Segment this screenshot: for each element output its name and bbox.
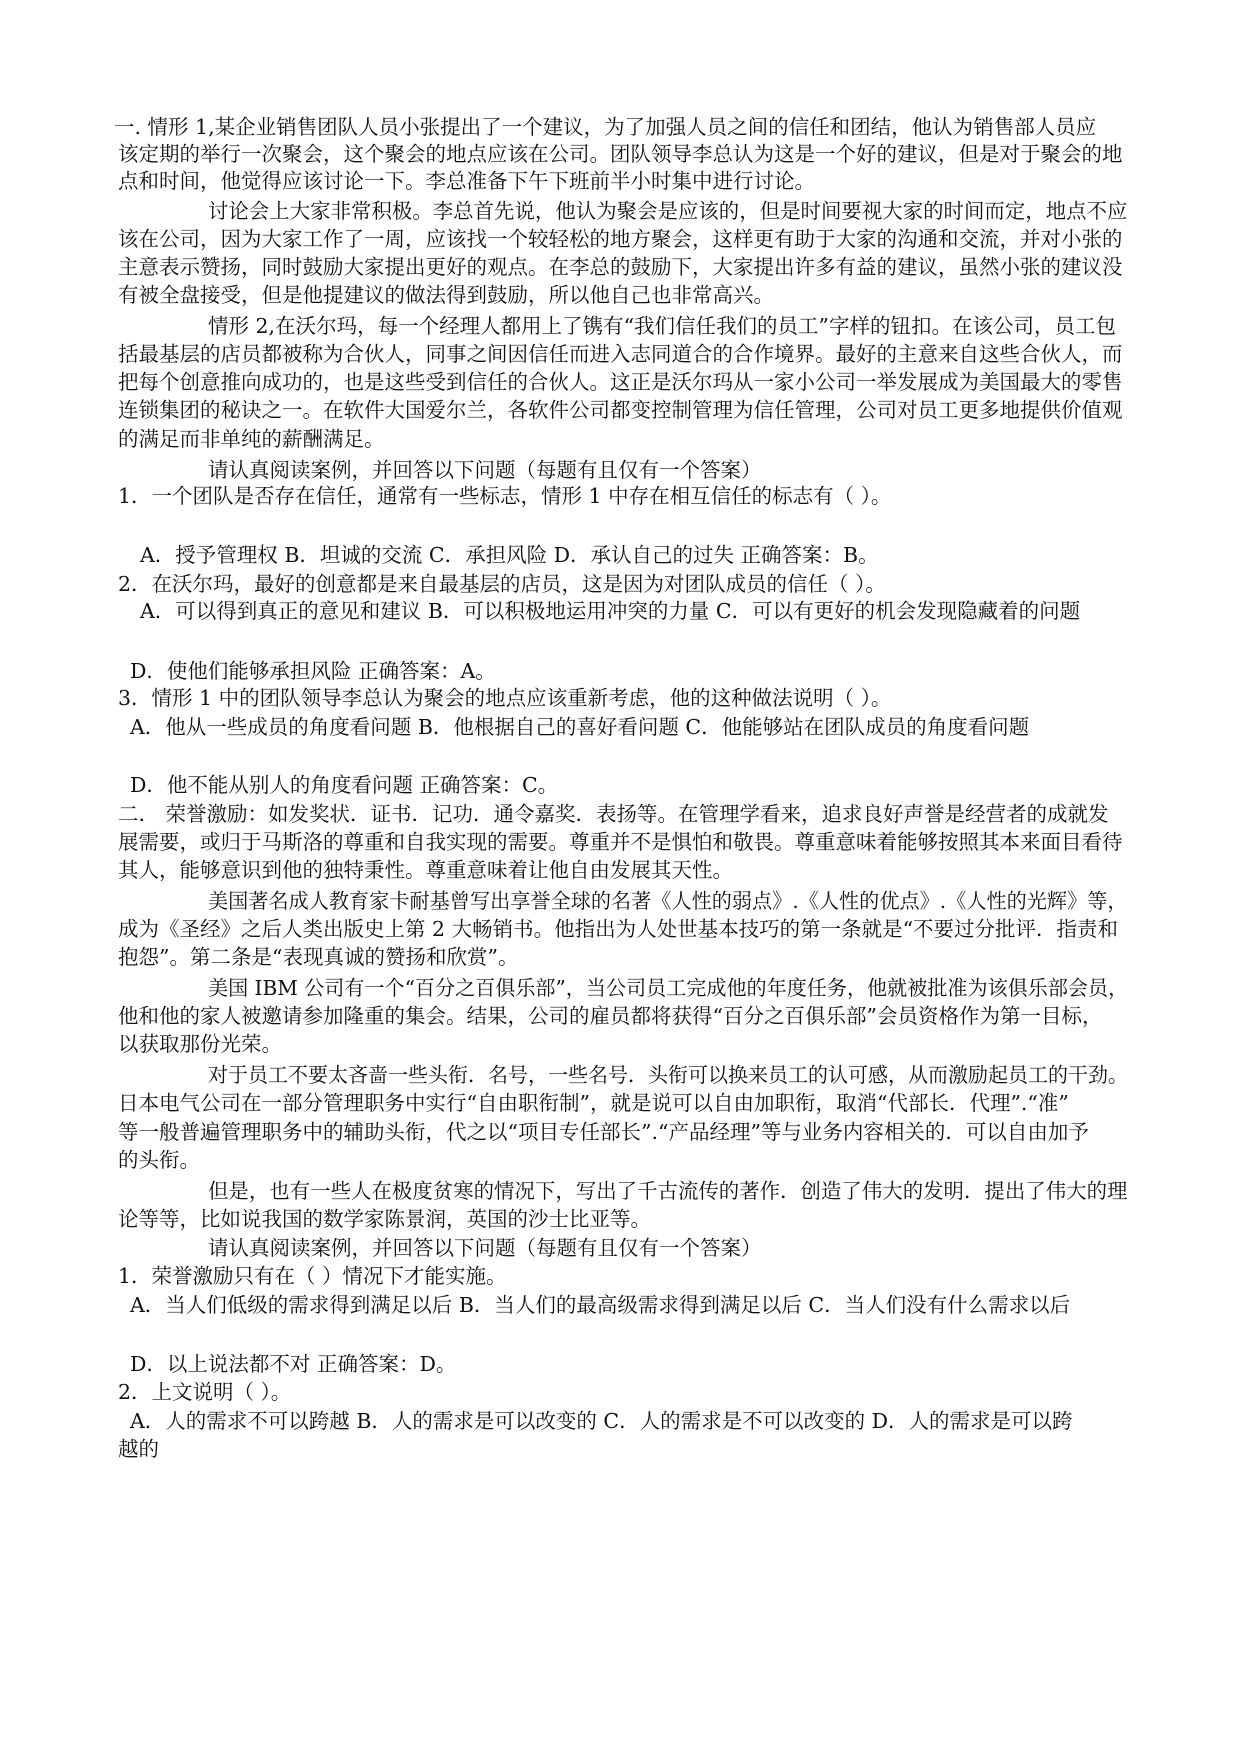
s2-para2-line1: 美国著名成人教育家卡耐基曾写出享誉全球的名著《人性的弱点》.《人性的优点》.《人性的光辉》等， <box>208 889 1128 913</box>
s1-instruction: 请认真阅读案例，并回答以下问题（每题有且仅有一个答案） <box>208 458 762 482</box>
s2-para2-line2: 成为《圣经》之后人类出版史上第 2 大畅销书。他指出为人处世基本技巧的第一条就是“不要过分批评．指责和 <box>118 917 1119 941</box>
s1-question-3: 3．情形 1 中的团队领导李总认为聚会的地点应该重新考虑，他的这种做法说明（ ）。 <box>118 686 892 710</box>
s1-question-2: 2．在沃尔玛，最好的创意都是来自最基层的店员，这是因为对团队成员的信任（ ）。 <box>118 572 886 596</box>
s1-para2-line1: 讨论会上大家非常积极。李总首先说，他认为聚会是应该的，但是时间要视大家的时间而定，地点不应 <box>208 199 1128 223</box>
s2-para5-line2: 论等等，比如说我国的数学家陈景润，英国的沙士比亚等。 <box>118 1207 651 1231</box>
s2-question-1-options: A．当人们低级的需求得到满足以后 B．当人们的最高级需求得到满足以后 C．当人们没有什么需求以后 <box>130 1293 1071 1317</box>
s1-para3-line4: 连锁集团的秘诀之一。在软件大国爱尔兰，各软件公司都变控制管理为信任管理，公司对员工更多地提供价值观 <box>118 398 1123 422</box>
s2-instruction: 请认真阅读案例，并回答以下问题（每题有且仅有一个答案） <box>208 1236 762 1260</box>
s1-question-3-options-2: D．他不能从别人的角度看问题 正确答案：C。 <box>130 773 559 797</box>
s2-para2-line3: 抱怨”。第二条是“表现真诚的赞扬和欣赏”。 <box>118 945 519 969</box>
s2-para1-line3: 其人，能够意识到他的独特秉性。尊重意味着让他自由发展其天性。 <box>118 858 733 882</box>
s1-para2-line3: 主意表示赞扬，同时鼓励大家提出更好的观点。在李总的鼓励下，大家提出许多有益的建议，虽然小张的建议没 <box>118 255 1123 279</box>
s2-para4-line3: 等一般普遍管理职务中的辅助头衔，代之以“项目专任部长”.“产品经理”等与业务内容相关的．可以自由加予 <box>118 1120 1089 1144</box>
s2-para1-line1: 二． 荣誉激励：如发奖状．证书．记功．通令嘉奖．表扬等。在管理学看来，追求良好声誉是经营者的成就发 <box>118 802 1109 826</box>
s2-para1-line2: 展需要，或归于马斯洛的尊重和自我实现的需要。尊重并不是惧怕和敬畏。尊重意味着能够按照其本来面目看待 <box>118 830 1123 854</box>
s2-question-2-options-cont: 越的 <box>118 1437 159 1461</box>
s2-question-2-options: A．人的需求不可以跨越 B．人的需求是可以改变的 C．人的需求是不可以改变的 D．人的需求是可以跨 <box>130 1409 1073 1433</box>
s2-question-1: 1．荣誉激励只有在（ ）情况下才能实施。 <box>118 1264 507 1288</box>
s1-question-1: 1．一个团队是否存在信任，通常有一些标志，情形 1 中存在相互信任的标志有（ ）。 <box>118 484 892 508</box>
s1-para2-line4: 有被全盘接受，但是他提建议的做法得到鼓励，所以他自己也非常高兴。 <box>118 283 774 307</box>
s1-para3-line3: 把每个创意推向成功的，也是这些受到信任的合伙人。这正是沃尔玛从一家小公司一举发展成为美国最大的零售 <box>118 370 1123 394</box>
s2-para3-line1: 美国 IBM 公司有一个“百分之百俱乐部”，当公司员工完成他的年度任务，他就被批准为该俱乐部会员， <box>208 976 1129 1000</box>
s1-para1-line2: 该定期的举行一次聚会，这个聚会的地点应该在公司。团队领导李总认为这是一个好的建议，但是对于聚会的地 <box>118 142 1123 166</box>
s2-question-2: 2．上文说明（ ）。 <box>118 1380 292 1404</box>
s1-para3-line5: 的满足而非单纯的薪酬满足。 <box>118 427 385 451</box>
s2-question-1-options-2: D．以上说法都不对 正确答案：D。 <box>130 1352 457 1376</box>
s1-para1-line3: 点和时间，他觉得应该讨论一下。李总准备下午下班前半小时集中进行讨论。 <box>118 169 815 193</box>
s2-para3-line2: 他和他的家人被邀请参加隆重的集会。结果，公司的雇员都将获得“百分之百俱乐部”会员资格作为第一目标， <box>118 1004 1103 1028</box>
s2-para5-line1: 但是，也有一些人在极度贫寒的情况下，写出了千古流传的著作．创造了伟大的发明．提出了伟大的理 <box>208 1179 1128 1203</box>
s1-para1-line1: 一. 情形 1,某企业销售团队人员小张提出了一个建议，为了加强人员之间的信任和团结，他认为销售部人员应 <box>114 115 1097 139</box>
s1-para3-line1: 情形 2,在沃尔玛，每一个经理人都用上了镌有“我们信任我们的员工”字样的钮扣。在该公司，员工包 <box>208 314 1117 338</box>
s1-question-2-options-2: D．使他们能够承担风险 正确答案：A。 <box>130 659 496 683</box>
s2-para4-line4: 的头衔。 <box>118 1148 200 1172</box>
s1-para2-line2: 该在公司，因为大家工作了一周，应该找一个较轻松的地方聚会，这样更有助于大家的沟通和交流，并对小张的 <box>118 227 1123 251</box>
s2-para3-line3: 以获取那份光荣。 <box>118 1032 282 1056</box>
s2-para4-line2: 日本电气公司在一部分管理职务中实行“自由职衔制”，就是说可以自由加职衔，取消“代部长．代理”.“准” <box>118 1091 1069 1115</box>
s1-question-2-options: A．可以得到真正的意见和建议 B．可以积极地运用冲突的力量 C．可以有更好的机会发现隐藏着的问题 <box>140 599 1081 623</box>
s2-para4-line1: 对于员工不要太吝啬一些头衔．名号，一些名号．头衔可以换来员工的认可感，从而激励起员工的干劲。 <box>208 1063 1128 1087</box>
s1-question-3-options: A．他从一些成员的角度看问题 B．他根据自己的喜好看问题 C．他能够站在团队成员的角度看问题 <box>130 715 1030 739</box>
s1-para3-line2: 括最基层的店员都被称为合伙人，同事之间因信任而进入志同道合的合作境界。最好的主意来自这些合伙人，而 <box>118 342 1123 366</box>
s1-question-1-options: A．授予管理权 B．坦诚的交流 C．承担风险 D．承认自己的过失 正确答案：B。 <box>140 543 879 567</box>
